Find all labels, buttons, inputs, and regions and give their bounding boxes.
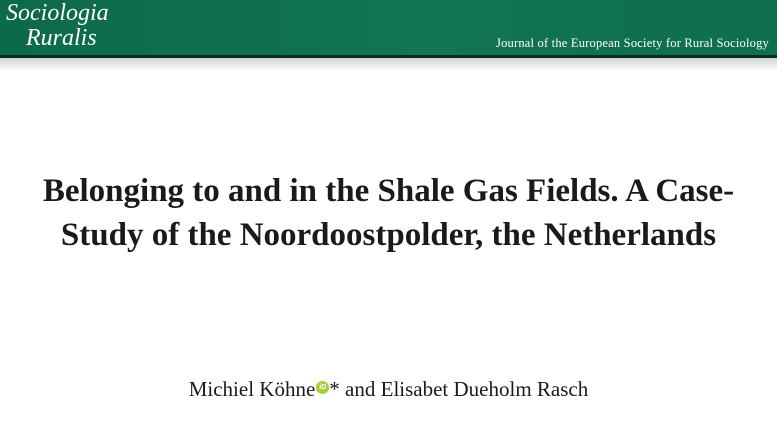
journal-tagline: Journal of the European Society for Rural Sociology bbox=[496, 36, 769, 50]
author-name[interactable]: Elisabet Dueholm Rasch bbox=[380, 377, 589, 401]
orcid-icon[interactable]: iD bbox=[316, 381, 329, 394]
corresponding-author-mark: * bbox=[329, 377, 340, 401]
author-line bbox=[40, 375, 737, 403]
journal-logo[interactable] bbox=[6, 1, 109, 51]
paper-title: Belonging to and in the Shale Gas Fields. A Case-Study of the Noordoostpolder, the Netherlands bbox=[42, 173, 735, 253]
author-name[interactable]: Michiel Köhne bbox=[188, 377, 316, 401]
logo-line-1: Sociologia bbox=[6, 0, 109, 26]
journal-banner bbox=[0, 0, 777, 55]
logo-line-2: Ruralis bbox=[26, 25, 97, 51]
banner-shadow bbox=[0, 58, 777, 72]
author-conjunction: and bbox=[345, 377, 376, 401]
